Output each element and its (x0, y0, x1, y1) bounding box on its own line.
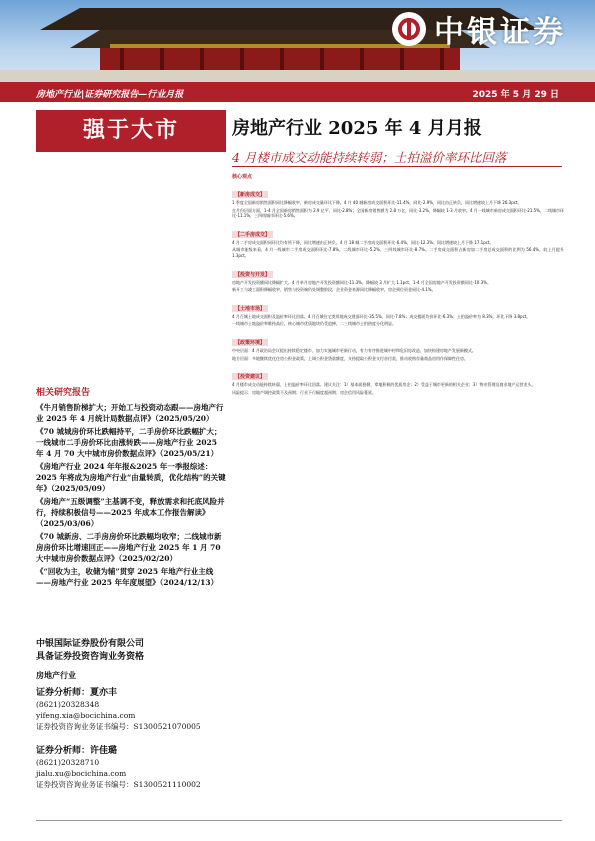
section-paragraph: 4 月二手房成交面积同环比均有所下降，同比增速由正转负。4 月 18 城二手房成交面积环比-6.4%，同比-12.3%；同比增速较上月下降 17.1pct。 (232, 239, 494, 245)
section-tag: 【二手房成交】 (232, 231, 273, 238)
boc-logo-icon (392, 12, 426, 46)
section-paragraph: 房地产开发投资额同比降幅扩大。4 月单月房地产开发投资额同比-11.3%，降幅较 3 月扩大 1.1pct。1-4 月全国房地产开发投资额同比-10.3%。 (232, 279, 491, 285)
related-report-item[interactable]: 《70 城新房、二手房房价环比跌幅均收窄；二线城市新房房价环比增速回正——房地产行业 2025 年 1 月 70 大中城市房价数据点评》（2025/02/20） (36, 532, 222, 563)
related-report-item[interactable]: 《牛月销售阶梯扩大；开始工与投资动态跟——房地产行业 2025 年 4 月统计局数据点评》（2025/05/20） (36, 403, 224, 423)
related-report-item[interactable]: 《房地产行业 2024 年年报&2025 年一季报综述：2025 年将成为房地产行业“由量转质，优化结构”的关键年》（2025/05/09） (36, 462, 226, 493)
header-banner (0, 0, 595, 82)
related-reports-heading: 相关研究报告 (36, 388, 91, 398)
related-report-item[interactable]: 《“回收为主，收储为辅”贯穿 2025 年地产行业主线——房地产行业 2025 年年度展望》（2024/12/13） (36, 567, 219, 587)
related-reports (36, 385, 226, 590)
section-paragraph: 1 季度全国新房销售面积同比降幅收窄，新房成交量环比下降。4 月 40 城新房成交面积环比-11.4%，同比-2.9%，同比由正转负，同比增速较上月下降 26.3pct。 (232, 200, 522, 205)
section-paragraph: 新开工与竣工面积降幅收窄，销售与投资端仍处调整阶段，企业资金来源同比降幅收窄，房企到位资金同比-4.1%。 (232, 287, 436, 293)
industry-label: 房地产行业 (36, 670, 76, 680)
section-tag: 【投资与开发】 (232, 271, 273, 278)
palace-hall (100, 48, 460, 70)
org-qualification: 具备证券投资咨询业务资格 (36, 652, 145, 662)
analyst-phone: (8621)20328710 (36, 758, 100, 767)
analyst-name: 证券分析师：夏亦丰 (36, 688, 118, 698)
related-report-item[interactable]: 《房地产“五级调整”主基调不变，释放需求和托底风险并行，持续积极信号——2025 年成本工作报告解读》（2025/03/06） (36, 497, 225, 528)
analyst-cert: 证券投资咨询业务证书编号：S1300521110002 (36, 780, 201, 789)
section-paragraph: 4 月百城土地成交面积及溢价率环比回落。4 月百城住宅类用地成交建面环比-35.5%，同比-7.8%；成交楼面均价环比-6.3%；土拍溢价率为 8.3%，环比下降 3.8pct。 (232, 313, 531, 319)
related-report-item[interactable]: 《70 城城房价环比跌幅持平，二手房价环比跌幅扩大；一线城市二手房价环比由涨转跌——房地产行业 2025 年 4 月 70 大中城市房价数据点评》（2025/05/21） (36, 427, 222, 458)
analyst-1 (36, 688, 236, 732)
analyst-phone: (8621)20328348 (36, 700, 100, 709)
section-paragraph: 在月份层面方面，1-4 月全国新房销售面积为 2.9 亿平，同比-2.8%；全国新房销售额为 2.8 万亿，同比-3.2%，降幅较 1-3 月收窄。4 月一线城市新房成交面积环比-21.5%，二线城市环比-11.1%，三四线城市环比-5.6%。 (232, 207, 564, 219)
core-viewpoint-label: 核心观点 (232, 174, 253, 180)
analyst-2 (36, 746, 236, 790)
brand-name: 中银证券 (434, 15, 566, 50)
report-type: 房地产行业|证券研究报告—行业月报 (36, 90, 184, 100)
section-paragraph: 从城市能级来看，4 月一线城市二手房成交面积环比-7.8%，二线城市环比-5.2%，三四线城市环比-8.7%。二手房成交面积占新房加二手房总成交面积的比例为 56.4%，较上月提升 1.3pct。 (232, 247, 564, 258)
report-body (232, 170, 564, 810)
title-block (232, 110, 562, 166)
section-tag: 【土地市场】 (232, 305, 268, 312)
rating-block (36, 110, 226, 152)
report-meta (0, 83, 595, 101)
title-divider (232, 166, 562, 167)
related-reports-list (36, 402, 226, 588)
rating-badge: 强于大市 (36, 110, 226, 152)
section-paragraph: 一线城市土地溢价率维持高位，核心城市优质地块仍受追捧，二三线城市土拍热度分化明显。 (232, 321, 396, 327)
section-paragraph: 地方层面：多地继续优化住房公积金政策，上调公积金贷款额度，支持提取公积金支付首付款，推动收购存量商品房用作保障性住房。 (232, 355, 468, 361)
page-title: 房地产行业 2025 年 4 月月报 (232, 118, 482, 139)
brand-logo (392, 8, 587, 50)
analyst-email[interactable]: yifeng.xia@bocichina.com (36, 711, 136, 720)
analyst-email[interactable]: jialu.xu@bocichina.com (36, 769, 127, 778)
section-tag: 【投资建议】 (232, 373, 268, 380)
analyst-cert: 证券投资咨询业务证书编号：S1300521070005 (36, 722, 201, 731)
palace-base (0, 70, 595, 82)
section-paragraph: 4 月楼市成交动能持续转弱，土拍溢价率环比回落。建议关注：1）基本面稳健、拿地积极的优质房企；2）受益于城市更新的相关企业；3）物业管理及商业地产运营龙头。 (232, 382, 536, 388)
page-subtitle: 4 月楼市成交动能持续转弱；土拍溢价率环比回落 (232, 150, 507, 165)
report-date: 2025 年 5 月 29 日 (472, 90, 559, 100)
section-paragraph: 风险提示：房地产调控政策不及预期；行业下行幅度超预期；房企信用风险蔓延。 (232, 389, 376, 395)
section-tag: 【新房成交】 (232, 191, 268, 198)
section-tag: 【政策环境】 (232, 339, 268, 346)
org-name: 中银国际证券股份有限公司 (36, 639, 145, 649)
analyst-name: 证券分析师：许佳璐 (36, 746, 118, 756)
section-paragraph: 中央层面：4 月政治局会议提出持续稳定楼市，加力实施城市更新行动，有力有序推进城中村和危旧房改造，加快构建房地产发展新模式。 (232, 347, 476, 353)
organization-block (36, 638, 226, 664)
footer-divider (36, 820, 562, 821)
